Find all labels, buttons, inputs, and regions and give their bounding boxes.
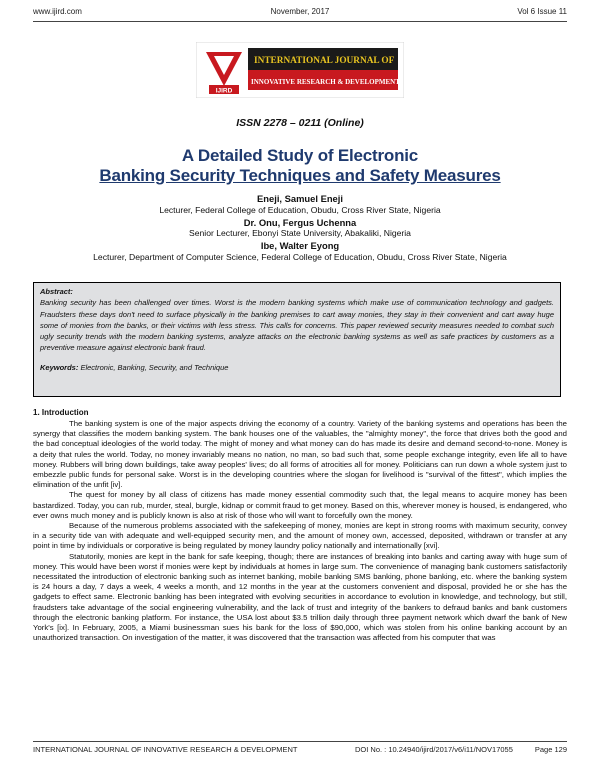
- author-block: [30, 193, 570, 264]
- footer-journal: INTERNATIONAL JOURNAL OF INNOVATIVE RESEARCH & DEVELOPMENT: [33, 745, 298, 754]
- emblem-text: IJIRD: [215, 87, 233, 95]
- paper-title-line-1: A Detailed Study of Electronic: [181, 146, 419, 165]
- paragraph: Because of the numerous problems associated with the safekeeping of money, monies are kept in strong rooms with maximum security, convey in a security tide van with adequate and well-equipped security men, and the amount of money own, accessed, deposited, withdrawn or transfer at any point in time by individuals or corporative is being regulated by money laundry policy nationally and internationally [xvi].: [33, 521, 567, 551]
- logo-line-1: INTERNATIONAL JOURNAL OF: [254, 56, 395, 66]
- keywords-text: Electronic, Banking, Security, and Technique: [80, 362, 229, 372]
- running-footer: [33, 745, 567, 756]
- running-header: [33, 7, 567, 19]
- footer-page: Page 129: [534, 745, 567, 754]
- logo-line-2: INNOVATIVE RESEARCH & DEVELOPMENT: [251, 78, 400, 86]
- section-heading: 1. Introduction: [33, 408, 89, 417]
- author-name: Eneji, Samuel Eneji: [257, 193, 343, 204]
- paragraph: The banking system is one of the major aspects driving the economy of a country. Variety of the banking systems and operations has been the synergy that classifies the modern banking system. The bank houses one of the valuables, the "almighty money", the force that drives both the good and the bad conceptual ideologies of the world today. The might of money and what money can do has made its desire and demand second-to-none. Money is a deity that rules the world. Today, no money invariably means no nation, no man, so bad such that, some people exchange integrity, even life all to have money. Rubbers will bring down buildings, take away peoples' lives; do all forms of atrocities all for money. Politicians can run down a whole system just to embezzle public funds for personal sake. Worst is in the developing countries where the slogan for livelihood is "survival of the fittest", which implies the elimination of the unfit [iv].: [33, 419, 567, 490]
- abstract-heading: Abstract:: [40, 287, 73, 296]
- footer-rule: [33, 741, 567, 742]
- section-body: [33, 419, 567, 643]
- issn: ISSN 2278 – 0211 (Online): [236, 117, 364, 129]
- header-date: November, 2017: [270, 7, 330, 16]
- author-name: Ibe, Walter Eyong: [260, 240, 340, 252]
- abstract-box: [33, 282, 561, 397]
- header-website: www.ijird.com: [33, 7, 82, 16]
- keywords-label: Keywords:: [40, 362, 79, 372]
- paragraph: Statutorily, monies are kept in the bank for safe keeping, though; there are instances of breaking into banks and carting away with huge sum of money. This would have been worst if monies were kept by individuals at homes in large sum. The convenience of managing bank customers satisfactorily necessitated the introduction of electronic banking such as internet banking, mobile banking SMS banking, phone banking, etc. where the banking system is 24 hours a day, 7 days a week, 4 weeks a month, and 12 months in the year at the customers convenient and disposal, provided he or she has the gadgets to effect same. Electronic banking has been integrated with evolving securities in accordance to evolution in knowledge, and technology, but still, fraudsters take advantage of the social engineering vulnerability, and the lack of trust and integrity of the bankers to defraud banks and bank customers through the electronic banking platform. For instance, the USA lost about $3.5 trillion daily through three payment network which dwarf the bank of New York's [ix]. In February, 2005, a Miami businessman sues his bank for the loss of $90,000, which was stolen from his online banking account by an unauthorized transaction. On investigation of the matter, it was discovered that the transaction was affected from his computer that was: [33, 551, 567, 643]
- abstract-text: Banking security has been challenged over times. Worst is the modern banking systems which make use of communication technology and gadgets. Fraudsters these days don't need to surface physically in the banking premises to cart away monies, they stay in their convenient and cart away huge some of monies from the banks, or their victims with less stress. This calls for concerns. This paper reviewed security measures needed to combat such ugly security trends with the modern banking systems, analyze attacks on the electronic banking systems as well as safe practices by customers as a preventive measure against electronic bank fraud.: [40, 298, 554, 353]
- keywords-line: [40, 362, 554, 373]
- header-volume: Vol 6 Issue 11: [517, 7, 567, 16]
- header-rule: [33, 21, 567, 22]
- paragraph: The quest for money by all class of citizens has made money essential commodity such that, the legal means to acquire money has been bastardized. Today, you can rub, murder, steal, burgle, kidnap or commit fraud to get money. Based on this, wherever money is housed, is endangered, who ever owns much money and is publicly known is also at risk of those who will want to forcefully own the money.: [33, 490, 567, 520]
- journal-logo: [196, 42, 404, 98]
- author-affiliation: Senior Lecturer, Ebonyi State University, Abakaliki, Nigeria: [189, 228, 411, 239]
- author-name: Dr. Onu, Fergus Uchenna: [243, 216, 357, 228]
- author-affiliation: Lecturer, Federal College of Education, Obudu, Cross River State, Nigeria: [159, 204, 441, 215]
- paper-title-line-2: Banking Security Techniques and Safety Measures: [99, 166, 501, 185]
- author-affiliation: Lecturer, Department of Computer Science, Federal College of Education, Obudu, Cross River State, Nigeria: [93, 251, 507, 262]
- footer-doi: DOI No. : 10.24940/ijird/2017/v6/i11/NOV17055: [355, 745, 513, 754]
